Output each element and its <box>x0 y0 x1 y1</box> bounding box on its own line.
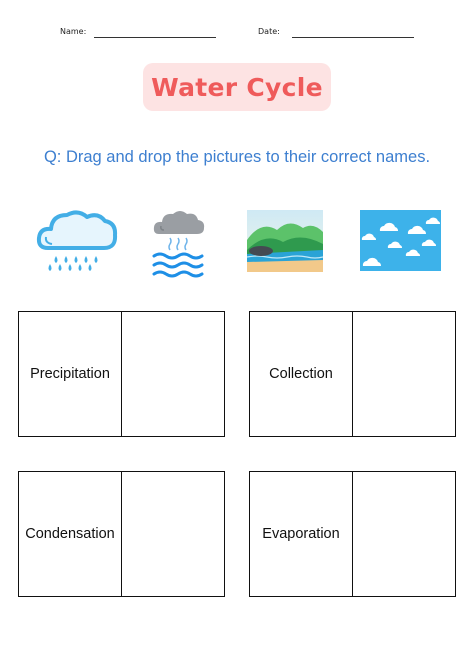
name-label: Name: <box>60 27 87 36</box>
drop-zone-evaporation[interactable] <box>353 472 455 596</box>
drop-zone-precipitation[interactable] <box>122 312 224 436</box>
page-title: Water Cycle <box>151 72 323 102</box>
evaporating-water-icon[interactable] <box>150 208 206 278</box>
drop-zone-collection[interactable] <box>353 312 455 436</box>
question-text: Q: Drag and drop the pictures to their correct names. <box>43 148 431 166</box>
match-box-condensation <box>18 471 225 597</box>
label-precipitation: Precipitation <box>19 312 122 436</box>
label-collection: Collection <box>250 312 353 436</box>
date-label: Date: <box>258 27 280 36</box>
title-banner <box>143 63 331 111</box>
landscape-lake-icon[interactable] <box>247 210 323 272</box>
name-field[interactable] <box>94 37 216 38</box>
drop-zone-condensation[interactable] <box>122 472 224 596</box>
rain-cloud-icon[interactable] <box>36 206 118 272</box>
sky-clouds-icon[interactable] <box>360 210 441 271</box>
label-evaporation: Evaporation <box>250 472 353 596</box>
match-box-collection <box>249 311 456 437</box>
match-box-evaporation <box>249 471 456 597</box>
label-condensation: Condensation <box>19 472 122 596</box>
match-box-precipitation <box>18 311 225 437</box>
date-field[interactable] <box>292 37 414 38</box>
